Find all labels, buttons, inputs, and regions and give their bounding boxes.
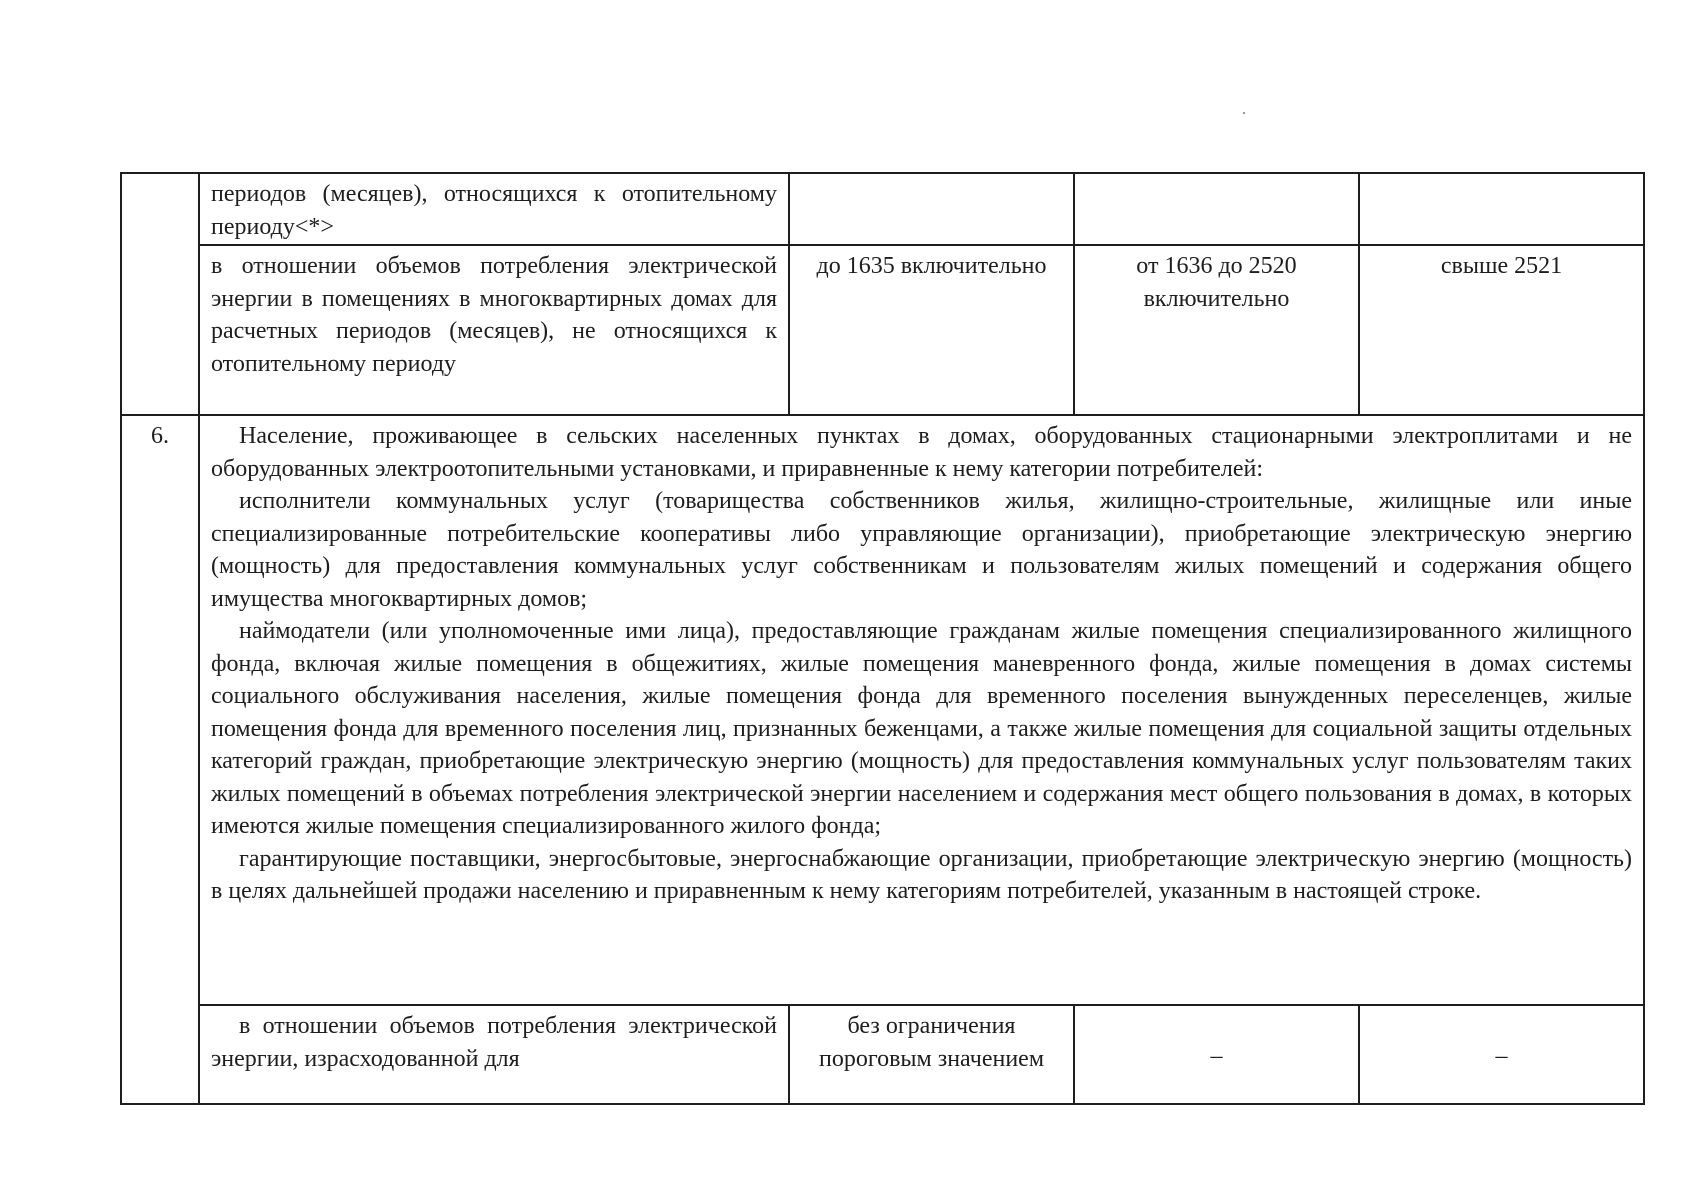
range-cell-1: без ограничения пороговым значением bbox=[789, 1005, 1074, 1104]
table-row-last bbox=[121, 1005, 1644, 1104]
row-number: 6. bbox=[121, 415, 199, 1104]
range-cell-3 bbox=[1359, 173, 1644, 245]
range-cell-2: от 1636 до 2520 включительно bbox=[1074, 245, 1359, 415]
row6-text bbox=[199, 415, 1644, 1005]
range-cell-2: – bbox=[1074, 1005, 1359, 1104]
scan-speck bbox=[1243, 112, 1245, 114]
table-row-continuation bbox=[121, 173, 1644, 245]
row-description: периодов (месяцев), относящихся к отопительному периоду<*> bbox=[199, 173, 789, 245]
range-cell-3: свыше 2521 bbox=[1359, 245, 1644, 415]
tariff-table bbox=[120, 172, 1645, 1105]
row-description: в отношении объемов потребления электрической энергии, израсходованной для bbox=[199, 1005, 789, 1104]
row6-paragraph-3: наймодатели (или уполномоченные ими лица), предоставляющие гражданам жилые помещения специализированного жилищного фонда, включая жилые помещения в общежитиях, жилые помещения маневренного фонда, жилые помещения в домах системы социального обслуживания населения, жилые помещения фонда для временного поселения вынужденных переселенцев, жилые помещения фонда для временного поселения лиц, признанных беженцами, а также жилые помещения для социальной защиты отдельных категорий граждан, приобретающие электрическую энергию (мощность) для предоставления коммунальных услуг пользователям таких жилых помещений в объемах потребления электрической энергии населением и содержания мест общего пользования в домах, в которых имеются жилые помещения специализированного жилого фонда; bbox=[211, 618, 1632, 839]
range-cell-1 bbox=[789, 173, 1074, 245]
range-cell-2 bbox=[1074, 173, 1359, 245]
row6-paragraph-1: Население, проживающее в сельских населенных пунктах в домах, оборудованных стационарными электроплитами и не оборудованных электроотопительными установками, и приравненные к нему категории потребителей: bbox=[211, 423, 1632, 482]
row-description: в отношении объемов потребления электрической энергии в помещениях в многоквартирных домах для расчетных периодов (месяцев), не относящихся к отопительному периоду bbox=[199, 245, 789, 415]
table-row-6 bbox=[121, 415, 1644, 1005]
range-cell-3: – bbox=[1359, 1005, 1644, 1104]
table-row-non-heating bbox=[121, 245, 1644, 415]
row6-paragraph-4: гарантирующие поставщики, энергосбытовые, энергоснабжающие организации, приобретающие электрическую энергию (мощность) в целях дальнейшей продажи населению и приравненным к нему категориям потребителей, указанным в настоящей строке. bbox=[211, 845, 1632, 904]
row-number-cell-empty bbox=[121, 173, 199, 415]
range-cell-1: до 1635 включительно bbox=[789, 245, 1074, 415]
row6-paragraph-2: исполнители коммунальных услуг (товарищества собственников жилья, жилищно-строительные, жилищные или иные специализированные потребительские кооперативы либо управляющие организации), приобретающие электрическую энергию (мощность) для предоставления коммунальных услуг собственникам и пользователям жилых помещений и содержания общего имущества многоквартирных домов; bbox=[211, 488, 1632, 612]
